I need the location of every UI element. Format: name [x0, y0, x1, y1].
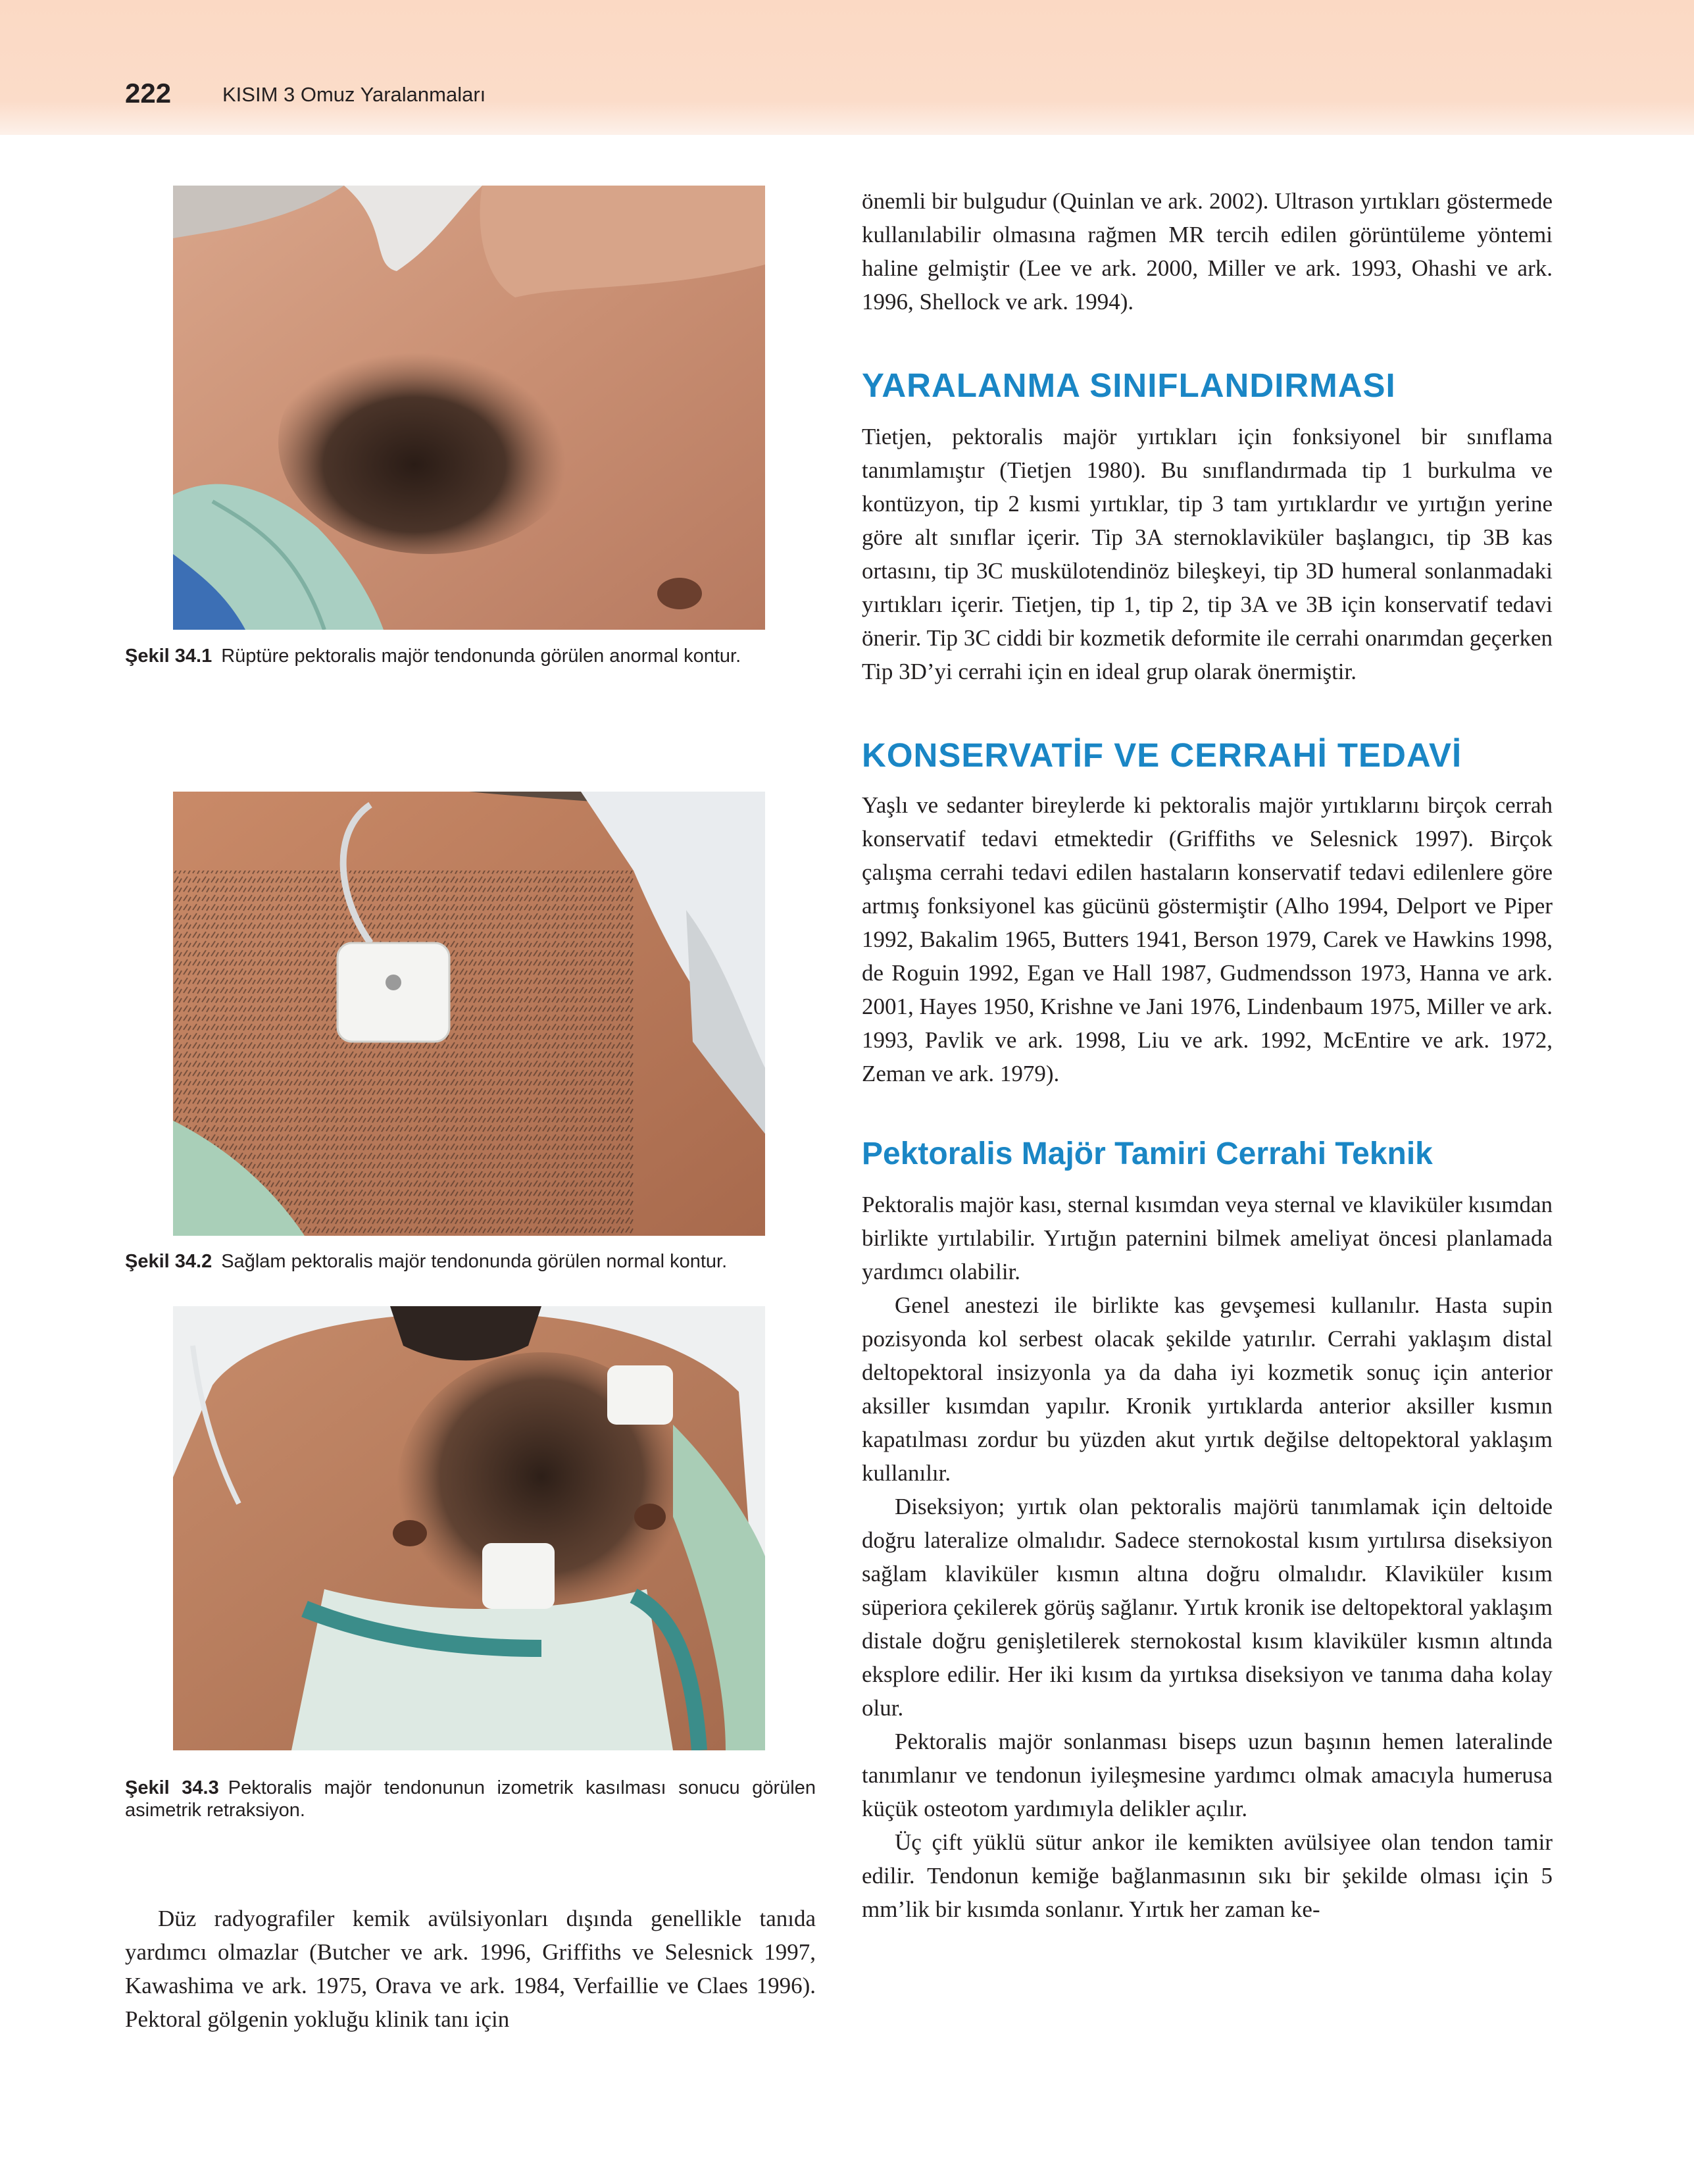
- body-paragraph: Pektoralis majör sonlanması biseps uzun başının hemen lateralinde tanımlanır ve tendonun iyileşmesine yardımcı olmak amacıyla humerusa küçük osteotom yardımıyla delikler açılır.: [862, 1729, 1553, 1821]
- figure-label: Şekil 34.3: [125, 1777, 219, 1798]
- figure-34-1-caption: [125, 645, 816, 667]
- left-column-text: [125, 1902, 816, 2036]
- section-heading-classification: YARALANMA SINIFLANDIRMASI: [862, 367, 1396, 404]
- body-paragraph: Genel anestezi ile birlikte kas gevşemesi kullanılır. Hasta supin pozisyonda kol serbest olacak şekilde yatırılır. Cerrahi yaklaşım distal deltopektoral insizyonla ya da daha iyi kozmetik sonuç için anterior aksiller kısımdan yapılır. Kronik yırtıklarda anterior aksiller kısmın kapatılması zordur bu yüzden akut yırtık değilse deltopektoral yaklaşım kullanılır.: [862, 1292, 1553, 1486]
- figure-caption-text: Sağlam pektoralis majör tendonunda görülen normal kontur.: [221, 1251, 728, 1272]
- figure-caption-text: Pektoralis majör tendonunun izometrik kasılması sonucu görülen asimetrik retraksiyon.: [125, 1777, 816, 1821]
- body-paragraph: önemli bir bulgudur (Quinlan ve ark. 2002). Ultrason yırtıkları göstermede kullanılabilir olmasına rağmen MR tercih edilen görüntüleme yöntemi haline gelmiştir (Lee ve ark. 2000, Miller ve ark. 1993, Ohashi ve ark. 1996, Shellock ve ark. 1994).: [862, 188, 1553, 315]
- figure-label: Şekil 34.1: [125, 646, 212, 667]
- figure-34-3-photo: [173, 1306, 765, 1750]
- right-column: [862, 184, 1553, 1926]
- figure-34-2-caption: [125, 1250, 816, 1273]
- figure-34-3-caption: [125, 1777, 816, 1821]
- page-number: 222: [125, 78, 172, 109]
- figure-34-2-photo: [173, 792, 765, 1236]
- body-paragraph: Üç çift yüklü sütur ankor ile kemikten avülsiyee olan tendon tamir edilir. Tendonun kemiğe bağlanmasının sıkı bir şekilde olması için 5 mm’lik bir kısımda sonlanır. Yırtık her zaman ke-: [862, 1829, 1553, 1922]
- body-paragraph: Yaşlı ve sedanter bireylerde ki pektoralis majör yırtıklarını birçok cerrah konservatif tedavi etmektedir (Griffiths ve Selesnick 1997). Birçok çalışma cerrahi tedavi edilen hastaların konservatif tedavi edilenlere göre artmış fonksiyonel kas gücünü göstermiştir (Alho 1994, Delport ve Piper 1992, Bakalim 1965, Butters 1941, Berson 1979, Carek ve Hawkins 1998, de Roguin 1992, Egan ve Hall 1987, Gudmendsson 1973, Hanna ve ark. 2001, Hayes 1950, Krishne ve Jani 1976, Lindenbaum 1975, Miller ve ark. 1993, Pavlik ve ark. 1998, Liu ve ark. 1992, McEntire ve ark. 1972, Zeman ve ark. 1979).: [862, 792, 1553, 1086]
- body-paragraph: Tietjen, pektoralis majör yırtıkları için fonksiyonel bir sınıflama tanımlamıştır (Tietjen 1980). Bu sınıflandırmada tip 1 burkulma ve kontüzyon, tip 2 kısmi yırtıklar, tip 3 tam yırtıklardır ve yırtığın yerine göre alt sınıflar içerir. Tip 3A sternoklaviküler başlangıcı, tip 3B kas ortasını, tip 3C muskülotendinöz bileşkeyi, tip 3D humeral sonlanmadaki yırtıkları içerir. Tietjen, tip 1, tip 2, tip 3A ve 3B için konservatif tedavi önerir. Tip 3C ciddi bir kozmetik deformite ile cerrahi onarımdan geçerken Tip 3D’yi cerrahi için en ideal grup olarak önermiştir.: [862, 424, 1553, 684]
- section-heading-surgical-technique: Pektoralis Majör Tamiri Cerrahi Teknik: [862, 1136, 1433, 1171]
- figure-label: Şekil 34.2: [125, 1251, 212, 1272]
- figure-caption-text: Rüptüre pektoralis majör tendonunda görülen anormal kontur.: [221, 646, 741, 667]
- section-heading-treatment: KONSERVATİF VE CERRAHİ TEDAVİ: [862, 736, 1462, 774]
- header-band: [0, 0, 1694, 135]
- body-paragraph: Düz radyografiler kemik avülsiyonları dışında genellikle tanıda yardımcı olmazlar (Butcher ve ark. 1996, Griffiths ve Selesnick 1997, Kawashima ve ark. 1975, Orava ve ark. 1984, Verfaillie ve Claes 1996). Pektoral gölgenin yokluğu klinik tanı için: [125, 1906, 816, 2032]
- figure-34-1-photo: [173, 186, 765, 630]
- body-paragraph: Diseksiyon; yırtık olan pektoralis majörü tanımlamak için deltoide doğru lateralize olmalıdır. Sadece sternokostal kısım yırtılırsa diseksiyon sağlam klaviküler kısmın altına doğru olmalıdır. Klaviküler kısım süperiora çekilerek görüş sağlanır. Yırtık kronik ise deltopektoral yaklaşım distale doğru genişletilerek sternokostal kısım klaviküler kısmın altında eksplore edilir. Her iki kısım da yırtıksa diseksiyon ve tanıma daha kolay olur.: [862, 1494, 1553, 1721]
- part-label: KISIM 3 Omuz Yaralanmaları: [222, 83, 486, 106]
- body-paragraph: Pektoralis majör kası, sternal kısımdan veya sternal ve klaviküler kısımdan birlikte yırtılabilir. Yırtığın paternini bilmek ameliyat öncesi planlamada yardımcı olabilir.: [862, 1192, 1553, 1284]
